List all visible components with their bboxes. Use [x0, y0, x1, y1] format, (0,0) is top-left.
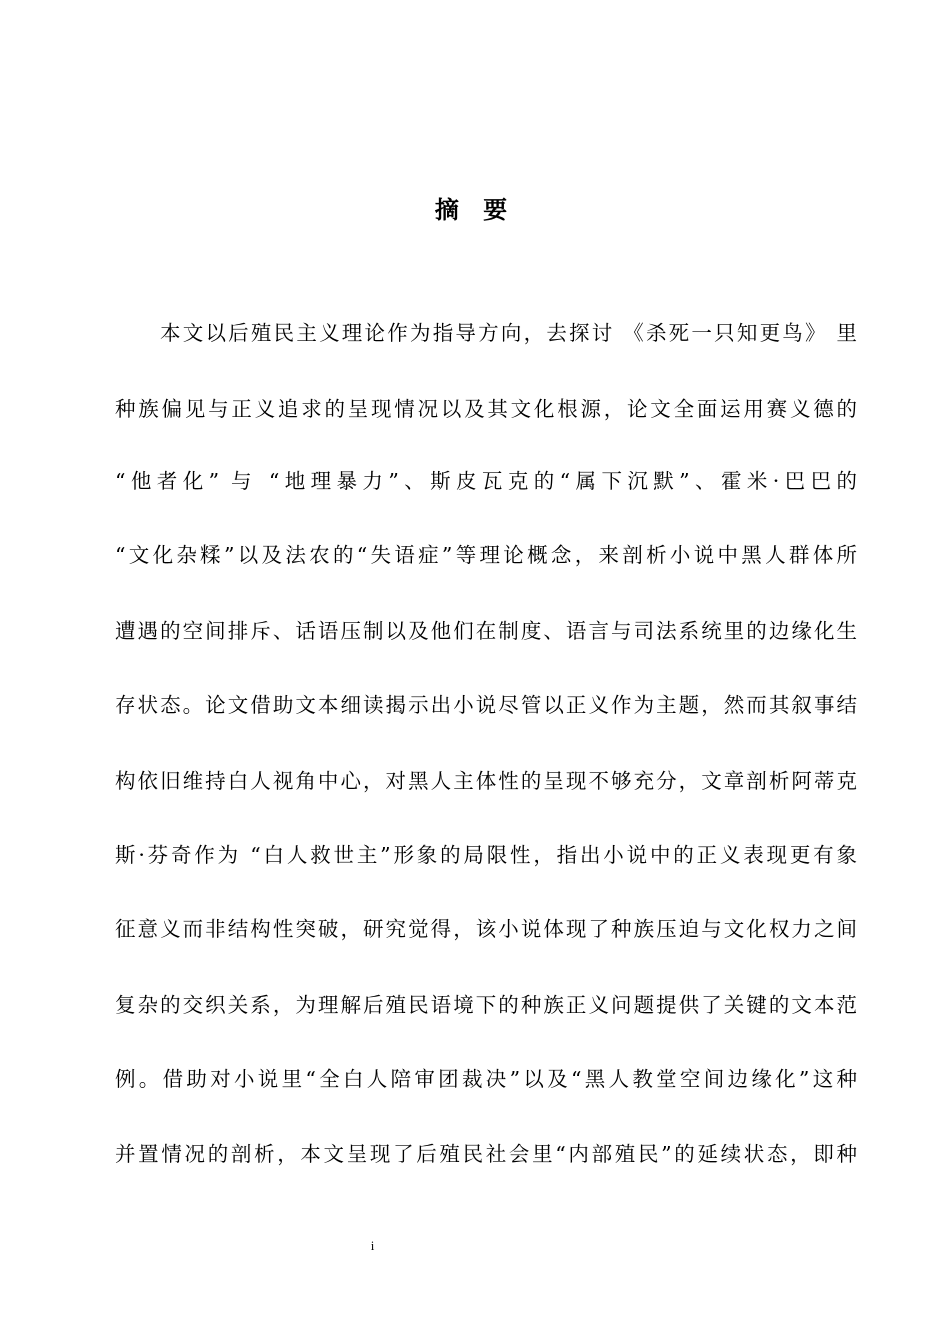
abstract-line: 斯·芬奇作为 “白人救世主”形象的局限性，指出小说中的正义表现更有象 — [115, 843, 857, 867]
abstract-line: 存状态。论文借助文本细读揭示出小说尽管以正义作为主题，然而其叙事结 — [115, 693, 857, 717]
abstract-line: 本文以后殖民主义理论作为指导方向，去探讨 《杀死一只知更鸟》 里 — [160, 321, 857, 345]
abstract-line: “文化杂糅”以及法农的“失语症”等理论概念，来剖析小说中黑人群体所 — [115, 543, 857, 567]
abstract-line: 构依旧维持白人视角中心，对黑人主体性的呈现不够充分，文章剖析阿蒂克 — [115, 769, 857, 793]
abstract-line: 例。借助对小说里“全白人陪审团裁决”以及“黑人教堂空间边缘化”这种 — [115, 1067, 857, 1091]
abstract-line: 遭遇的空间排斥、话语压制以及他们在制度、语言与司法系统里的边缘化生 — [115, 619, 857, 643]
abstract-line: “他者化” 与 “地理暴力”、斯皮瓦克的“属下沉默”、霍米·巴巴的 — [115, 469, 857, 493]
abstract-line: 征意义而非结构性突破，研究觉得，该小说体现了种族压迫与文化权力之间 — [115, 917, 857, 941]
page-number: i — [370, 1238, 375, 1253]
page-title: 摘 要 — [434, 196, 516, 224]
abstract-line: 种族偏见与正义追求的呈现情况以及其文化根源，论文全面运用赛义德的 — [115, 397, 857, 421]
abstract-line: 并置情况的剖析，本文呈现了后殖民社会里“内部殖民”的延续状态，即种 — [115, 1142, 857, 1166]
abstract-line: 复杂的交织关系，为理解后殖民语境下的种族正义问题提供了关键的文本范 — [115, 993, 857, 1017]
